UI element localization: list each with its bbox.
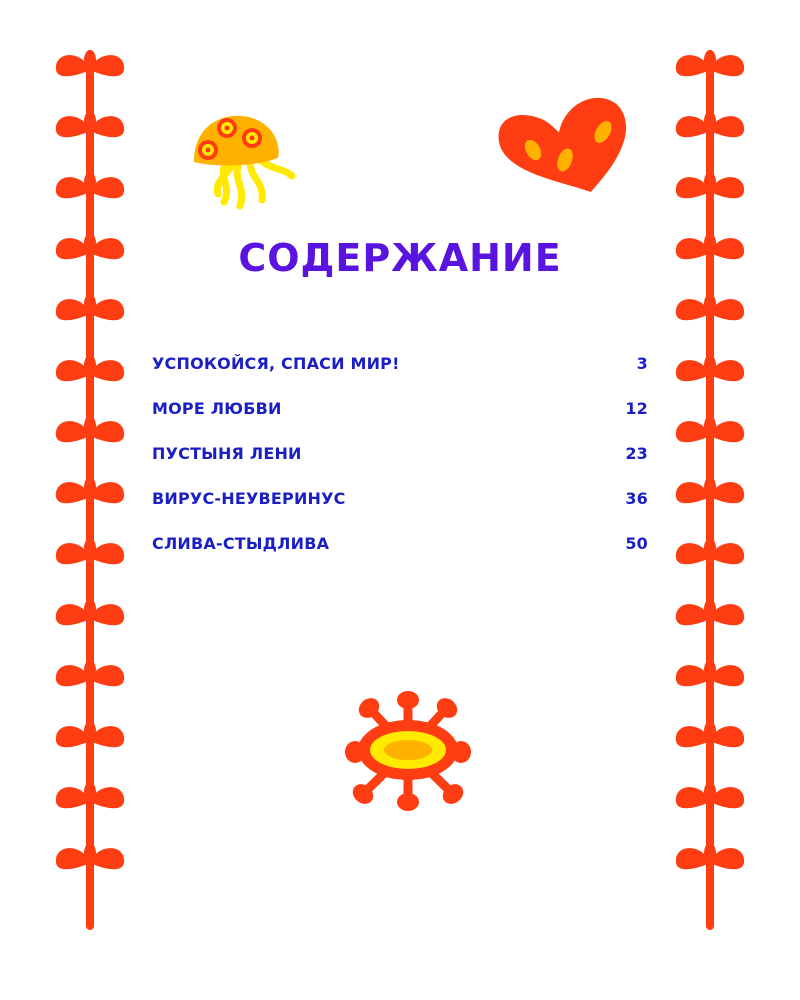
vine-bud [84, 721, 96, 741]
vine-bud [704, 721, 716, 741]
vine-bud [84, 538, 96, 558]
vine-bud [704, 50, 716, 70]
toc-entry-page: 12 [625, 399, 648, 418]
toc-entry-page: 23 [625, 444, 648, 463]
vine-bud [84, 782, 96, 802]
toc-entry[interactable] [152, 431, 648, 476]
heart-icon [495, 92, 635, 202]
toc-entry-title: УСПОКОЙСЯ, СПАСИ МИР! [152, 354, 400, 373]
toc-entry-title: МОРЕ ЛЮБВИ [152, 399, 282, 418]
vine-bud [704, 599, 716, 619]
vine-bud [84, 477, 96, 497]
vine-bud [704, 416, 716, 436]
toc-entry-title: ВИРУС-НЕУВЕРИНУС [152, 489, 346, 508]
toc-entry-page: 36 [625, 489, 648, 508]
toc-entry[interactable] [152, 341, 648, 386]
left-vine-border [50, 40, 130, 940]
vine-bud [84, 660, 96, 680]
vine-bud [704, 172, 716, 192]
vine-bud [84, 416, 96, 436]
vine-bud [84, 111, 96, 131]
vine-bud [704, 538, 716, 558]
vine-bud [84, 294, 96, 314]
jellyfish-icon [188, 110, 298, 210]
toc-entry-page: 50 [625, 534, 648, 553]
vine-bud [84, 843, 96, 863]
vine-bud [84, 172, 96, 192]
vine-bud [84, 355, 96, 375]
page-title: СОДЕРЖАНИЕ [238, 236, 562, 280]
toc-entry-page: 3 [636, 354, 648, 373]
vine-bud [704, 477, 716, 497]
vine-bud [704, 660, 716, 680]
toc-entry[interactable] [152, 386, 648, 431]
vine-bud [704, 294, 716, 314]
vine-bud [704, 355, 716, 375]
table-of-contents [152, 341, 648, 566]
vine-bud [704, 111, 716, 131]
virus-icon [345, 688, 471, 814]
toc-entry-title: СЛИВА-СТЫДЛИВА [152, 534, 330, 553]
toc-entry-title: ПУСТЫНЯ ЛЕНИ [152, 444, 302, 463]
toc-entry[interactable] [152, 476, 648, 521]
vine-bud [84, 599, 96, 619]
vine-bud [704, 782, 716, 802]
toc-entry[interactable] [152, 521, 648, 566]
right-vine-border [670, 40, 750, 940]
vine-bud [84, 50, 96, 70]
vine-bud [704, 843, 716, 863]
